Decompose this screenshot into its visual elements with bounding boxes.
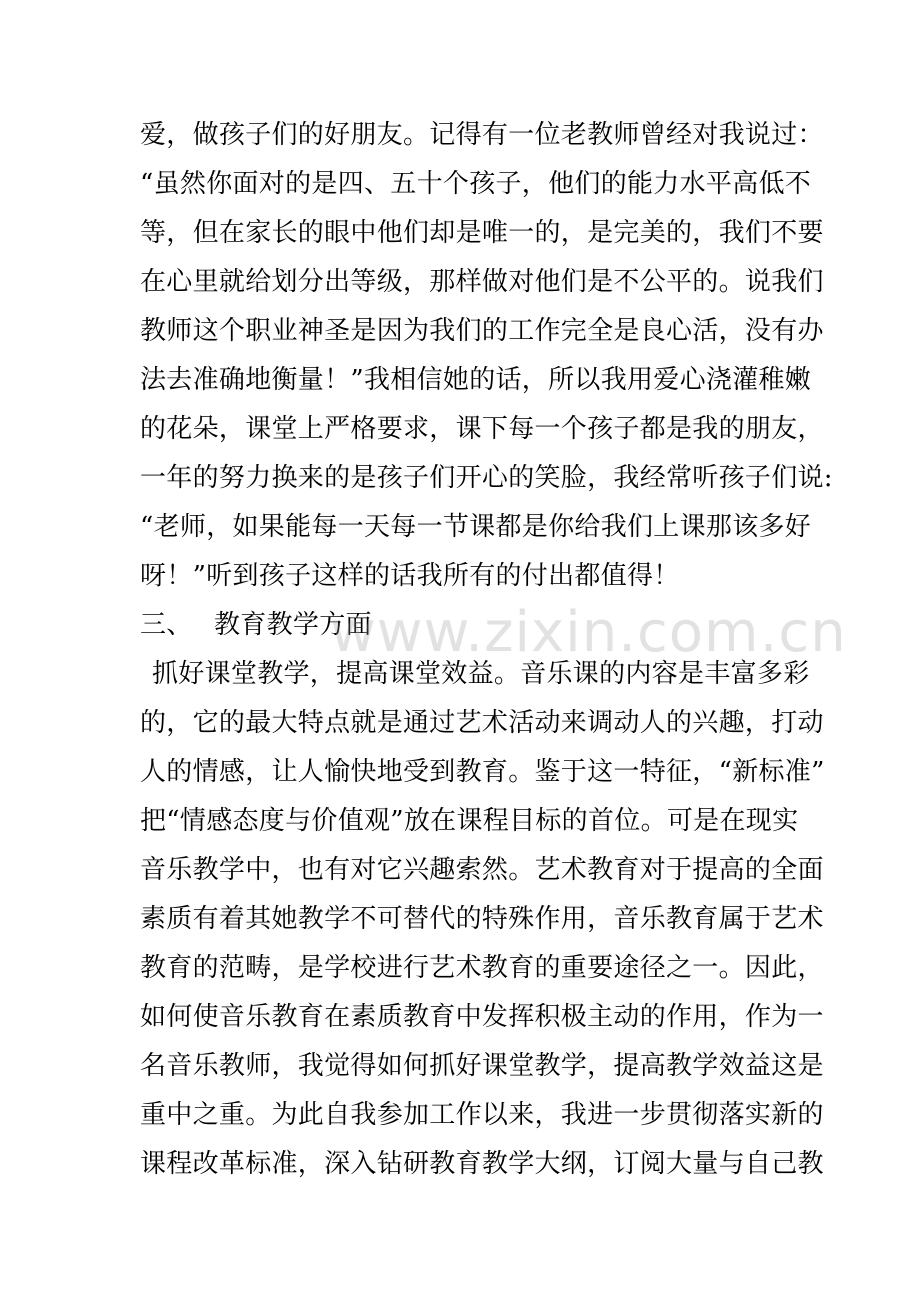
text-line: 人的情感，让人愉快地受到教育。鉴于这一特征，“新标准” bbox=[140, 757, 825, 787]
text-line: 抓好课堂教学，提高课堂效益。音乐课的内容是丰富多彩 bbox=[152, 659, 810, 689]
text-line: 音乐教学中，也有对它兴趣索然。艺术教育对于提高的全面 bbox=[140, 855, 824, 885]
text-line: 教育的范畴，是学校进行艺术教育的重要途径之一。因此， bbox=[140, 953, 824, 983]
text-line: 重中之重。为此自我参加工作以来，我进一步贯彻落实新的 bbox=[140, 1100, 824, 1130]
section-heading bbox=[140, 608, 785, 642]
text-line: 的花朵，课堂上严格要求，课下每一个孩子都是我的朋友， bbox=[140, 414, 824, 444]
text-line: “虽然你面对的是四、五十个孩子，他们的能力水平高低不 bbox=[140, 169, 812, 199]
watermark: www.zixin.com.cn bbox=[330, 600, 847, 665]
text-line: 等，但在家长的眼中他们却是唯一的，是完美的，我们不要 bbox=[140, 218, 824, 248]
text-line: 一年的努力换来的是孩子们开心的笑脸，我经常听孩子们说: bbox=[140, 463, 833, 493]
text-line: 爱，做孩子们的好朋友。记得有一位老教师曾经对我说过： bbox=[140, 120, 824, 150]
text-line: 法去准确地衡量！”我相信她的话，所以我用爱心浇灌稚嫩 bbox=[140, 365, 812, 395]
text-line: 名音乐教师，我觉得如何抓好课堂教学，提高教学效益这是 bbox=[140, 1051, 824, 1081]
section-number: 三、 bbox=[140, 610, 193, 640]
text-line: 课程改革标准，深入钻研教育教学大纲，订阅大量与自己教 bbox=[140, 1149, 824, 1179]
section-title: 教育教学方面 bbox=[214, 610, 372, 640]
text-line: 的，它的最大特点就是通过艺术活动来调动人的兴趣，打动 bbox=[140, 708, 824, 738]
text-line: 教师这个职业神圣是因为我们的工作完全是良心活，没有办 bbox=[140, 316, 824, 346]
text-line: 素质有着其她教学不可替代的特殊作用，音乐教育属于艺术 bbox=[140, 904, 824, 934]
text-line: 在心里就给划分出等级，那样做对他们是不公平的。说我们 bbox=[140, 267, 824, 297]
text-line: 如何使音乐教育在素质教育中发挥积极主动的作用，作为一 bbox=[140, 1002, 824, 1032]
text-line: 呀！”听到孩子这样的话我所有的付出都值得！ bbox=[140, 561, 680, 591]
text-line: “老师，如果能每一天每一节课都是你给我们上课那该多好 bbox=[140, 512, 812, 542]
text-line: 把“情感态度与价值观”放在课程目标的首位。可是在现实 bbox=[140, 806, 799, 836]
